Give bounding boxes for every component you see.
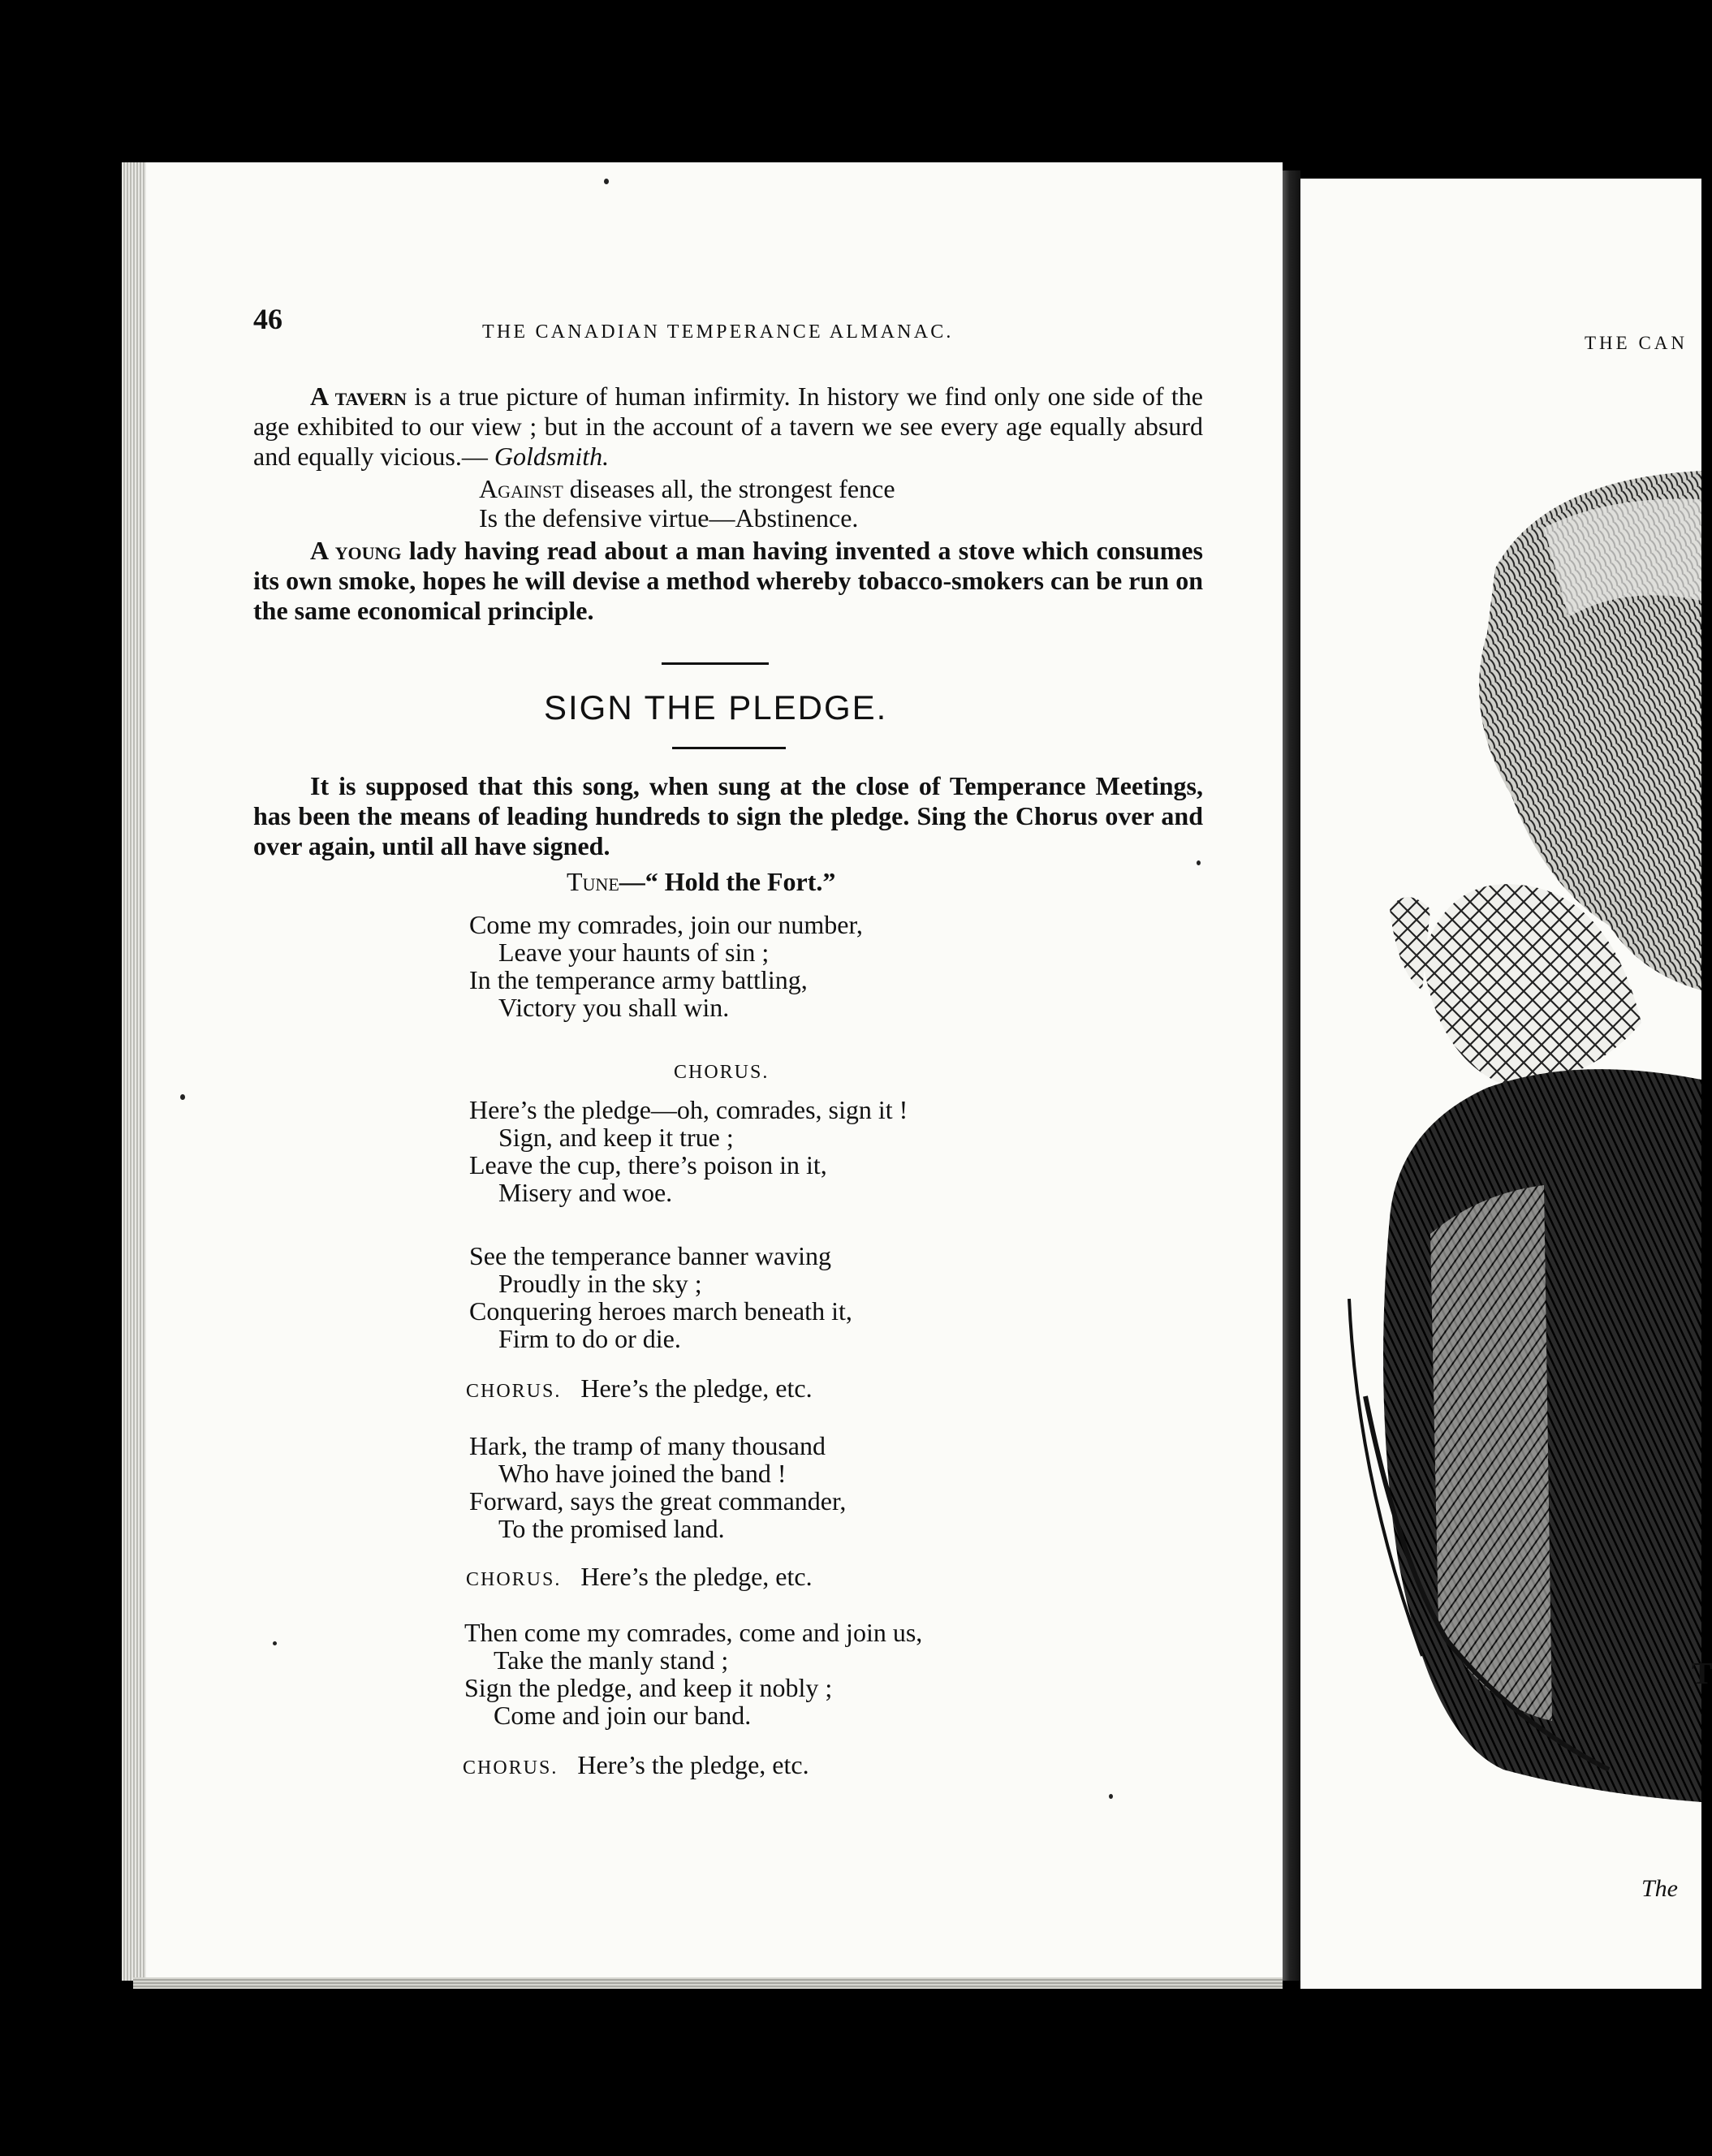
rule-above-title [662,662,769,665]
print-speck [1197,860,1201,865]
tavern-author: Goldsmith. [494,442,610,471]
song-intro-text: It is supposed that this song, when sung at the close of Temperance Meetings, has been the means of leading hundreds to sign the pledge. Sing the Chorus over and over again, until all have signed. [253,771,1203,860]
book-gutter [1283,170,1300,1981]
chorus-line: Misery and woe. [498,1178,673,1207]
song-intro [253,771,1203,861]
verse-line: Take the manly stand ; [494,1645,729,1675]
verse-line: Firm to do or die. [498,1324,681,1353]
chorus-heading: CHORUS. [674,1062,770,1083]
right-running-head: THE CAN [1585,333,1688,353]
verse-line: Forward, says the great commander, [469,1486,847,1516]
verse-line: Hark, the tramp of many thousand [469,1431,826,1460]
page-bottom-edge [133,1977,1283,1989]
running-head: THE CANADIAN TEMPERANCE ALMANAC. [482,321,954,343]
young-lady-lead: A young [310,536,402,565]
young-lady-paragraph [253,536,1203,626]
verse-line: Victory you shall win. [498,993,730,1022]
chorus-ref-text: Here’s the pledge, etc. [577,1750,809,1779]
couplet-lead: Against [479,474,563,503]
verse-line: To the promised land. [498,1514,725,1543]
page-edge [122,162,146,1981]
print-speck [180,1094,185,1100]
couplet-line1: diseases all, the strongest fence [563,474,895,503]
chorus-line: Sign, and keep it true ; [498,1123,734,1152]
chorus-line: Leave the cup, there’s poison in it, [469,1150,827,1179]
verse-line: Come my comrades, join our number, [469,910,863,939]
verse-line: Proudly in the sky ; [498,1269,702,1298]
song-title: SIGN THE PLEDGE. [544,688,888,727]
verse-line: In the temperance army battling, [469,965,808,994]
couplet-line2: Is the defensive virtue—Abstinence. [479,503,859,533]
chorus-label: CHORUS. [466,1569,562,1590]
caption-initial: T [1692,1657,1712,1691]
tune-line [567,867,835,897]
verse-line: See the temperance banner waving [469,1241,832,1270]
tune-label: Tune [567,867,619,896]
page-number: 46 [253,303,282,335]
right-page [1300,179,1712,1989]
tune-text: —“ Hold the Fort.” [619,867,836,896]
verse-4 [464,1619,922,1729]
verse-line: Conquering heroes march beneath it, [469,1296,852,1326]
print-speck [1109,1794,1113,1799]
tavern-text: is a true picture of human infirmity. In history we find only one side of the age exhibited to our view ; but in the account of a tavern we see every age equally absurd and equally vicious.— [253,382,1203,471]
chorus-reference-1 [466,1373,813,1404]
print-speck [604,179,609,184]
young-lady-text: lady having read about a man having invented a stove which consumes its own smoke, hopes he will devise a method whereby tobacco-smokers can be run on the same economical principle. [253,536,1204,625]
verse-2 [469,1242,852,1352]
verse-3 [469,1432,846,1542]
verse-line: Come and join our band. [494,1701,752,1730]
caption-italic: The [1641,1875,1678,1902]
tavern-lead: A tavern [310,382,408,411]
chorus-reference-3 [463,1750,809,1780]
chorus [469,1096,908,1206]
rule-below-title [672,747,786,749]
chorus-line: Here’s the pledge—oh, comrades, sign it ! [469,1095,908,1124]
verse-line: Leave your haunts of sin ; [498,938,770,967]
chorus-ref-text: Here’s the pledge, etc. [580,1373,813,1403]
tavern-paragraph [253,382,1203,472]
chorus-label: CHORUS. [466,1381,562,1402]
verse-line: Then come my comrades, come and join us, [464,1618,923,1647]
engraved-portrait [1300,179,1701,1989]
abstinence-couplet [479,474,895,533]
chorus-ref-text: Here’s the pledge, etc. [580,1562,813,1591]
verse-1 [469,911,863,1021]
print-speck [273,1641,277,1645]
chorus-label: CHORUS. [463,1757,558,1779]
verse-line: Who have joined the band ! [498,1459,787,1488]
chorus-reference-2 [466,1562,813,1592]
verse-line: Sign the pledge, and keep it nobly ; [464,1673,833,1702]
